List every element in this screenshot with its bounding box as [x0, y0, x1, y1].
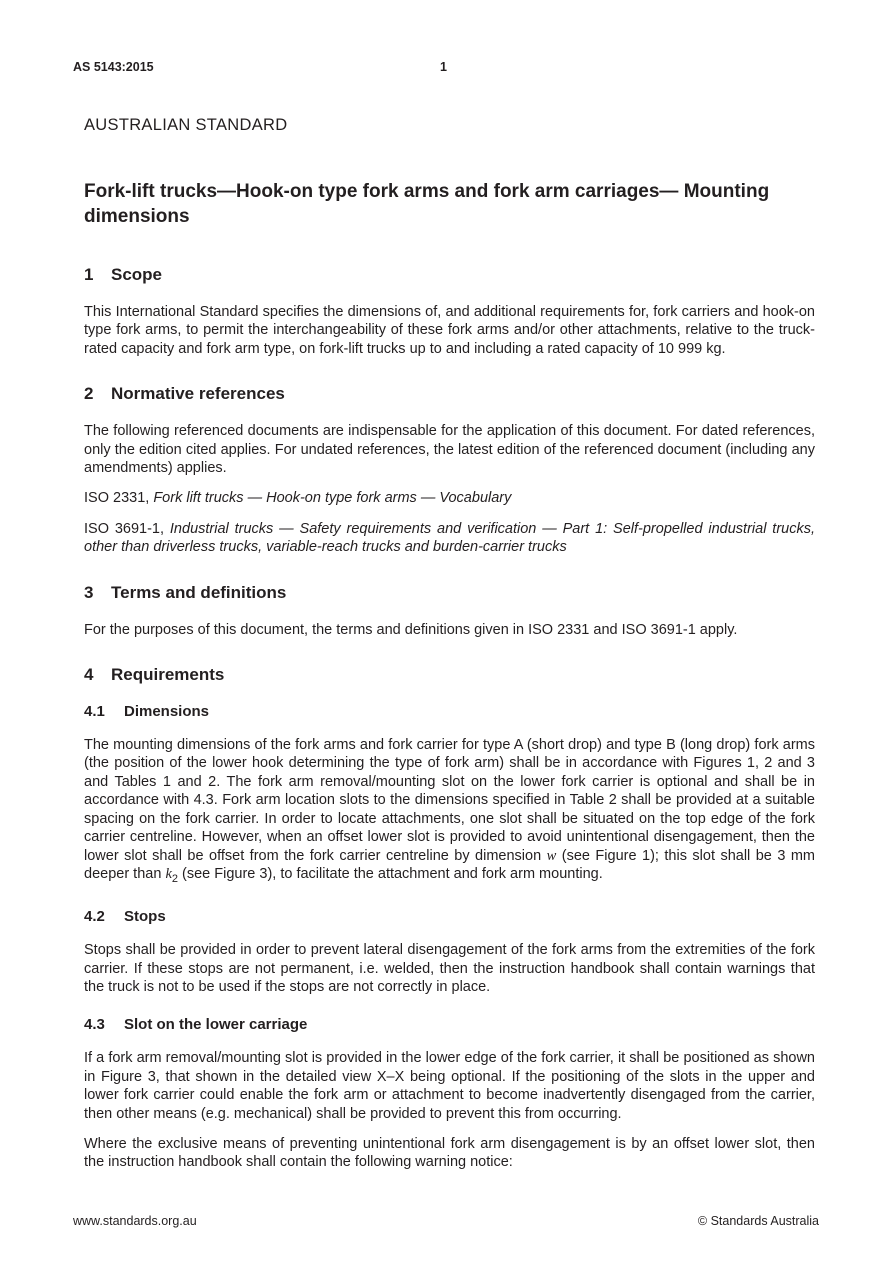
section-number: 1	[84, 265, 94, 284]
subsection-number: 4.2	[84, 908, 105, 926]
subsection-heading-stops	[84, 908, 815, 925]
section-title: Requirements	[111, 665, 225, 685]
document-code: AS 5143:2015	[73, 60, 154, 74]
standard-label: AUSTRALIAN STANDARD	[84, 116, 288, 134]
section-title: Normative references	[111, 384, 285, 404]
section-title: Terms and definitions	[111, 582, 287, 602]
reference-iso-2331	[84, 489, 815, 507]
reference-title: Fork lift trucks — Hook-on type fork arms — Vocabulary	[153, 490, 512, 507]
subsection-title: Stops	[124, 908, 166, 926]
variable-k: k	[165, 865, 172, 882]
footer-copyright: © Standards Australia	[697, 1214, 819, 1228]
subsection-heading-dimensions	[84, 703, 815, 720]
section-number: 3	[84, 582, 94, 602]
dimensions-paragraph	[84, 736, 815, 888]
subsection-heading-slot-lower-carriage	[84, 1016, 815, 1033]
text-run: The mounting dimensions of the fork arms and fork carrier for type A (short drop) and type B (long drop) fork arms (the position of the lower hook determining the type of fork arm) shall be in accordance with Figures 1, 2 and 3 and Tables 1 and 2. The fork arm removal/mounting slot on the lower fork carrier is optional and shall be in accordance with 4.3. Fork arm location slots to the dimensions specified in Table 2 shall be provided at a suitable spacing on the fork carrier. In order to locate attachments, one slot shall be situated on the top edge of the fork carrier centreline. However, when an offset lower slot is provided to avoid unintentional disengagement, then the lower slot shall be offset from the fork carrier centreline by dimension	[84, 737, 815, 864]
section-number: 2	[84, 384, 94, 404]
subsection-title: Slot on the lower carriage	[124, 1016, 308, 1034]
text-run: (see Figure 3), to facilitate the attachment and fork arm mounting.	[182, 865, 603, 882]
subsection-number: 4.3	[84, 1016, 105, 1034]
section-heading-scope	[84, 265, 815, 285]
section-title: Scope	[111, 265, 163, 284]
subsection-number: 4.1	[84, 703, 105, 721]
variable-k-subscript: 2	[171, 872, 178, 885]
subsection-title: Dimensions	[124, 703, 210, 721]
section-heading-normative-references	[84, 384, 815, 404]
scope-paragraph: This International Standard specifies the dimensions of, and additional requirements for, fork carriers and hook-on type fork arms, to permit the interchangeability of these fork arms and/or other attachments, relative to the truck-rated capacity and fork arm type, on fork-lift trucks up to and including a rated capacity of 10 999 kg.	[84, 304, 815, 357]
reference-iso-3691-1	[84, 520, 815, 557]
section-heading-terms-and-definitions	[84, 583, 815, 603]
page-content	[84, 116, 815, 1184]
text-run: (see Figure 1); this slot shall be 3 mm deeper than	[84, 847, 815, 882]
variable-w: w	[546, 847, 557, 864]
reference-title: Industrial trucks — Safety requirements and verification — Part 1: Self-propelled industrial trucks, other than driverless trucks, variable-reach trucks and burden-carrier trucks	[84, 520, 815, 556]
slot-paragraph-2: Where the exclusive means of preventing unintentional fork arm disengagement is by an offset lower slot, then the instruction handbook shall contain the following warning notice:	[84, 1136, 815, 1171]
page-number: 1	[440, 60, 447, 74]
reference-code: ISO 3691-1,	[84, 520, 165, 537]
document-title: Fork-lift trucks—Hook-on type fork arms and fork arm carriages— Mounting dimensions	[84, 181, 770, 227]
normative-references-paragraph: The following referenced documents are indispensable for the application of this document. For dated references, only the edition cited applies. For undated references, the latest edition of the referenced document (including any amendments) applies.	[84, 423, 815, 477]
slot-paragraph-1: If a fork arm removal/mounting slot is provided in the lower edge of the fork carrier, it shall be positioned as shown in Figure 3, that shown in the detailed view X–X being optional. If the positioning of the slots in the upper and lower fork carrier could enable the fork arm or attachment to become inadvertently disengaged from the carrier, then other means (e.g. mechanical) shall be provided to prevent this from occurring.	[84, 1050, 815, 1122]
terms-paragraph: For the purposes of this document, the terms and definitions given in ISO 2331 and ISO 3691-1 apply.	[84, 621, 738, 638]
stops-paragraph: Stops shall be provided in order to prevent lateral disengagement of the fork arms from the extremities of the fork carrier. If these stops are not permanent, i.e. welded, then the instruction handbook shall contain warnings that the truck is not to be used if the stops are not correctly in place.	[84, 942, 815, 996]
footer-website-link[interactable]: www.standards.org.au	[73, 1214, 197, 1228]
section-number: 4	[84, 665, 94, 685]
reference-code: ISO 2331,	[84, 490, 150, 507]
section-heading-requirements	[84, 665, 815, 685]
